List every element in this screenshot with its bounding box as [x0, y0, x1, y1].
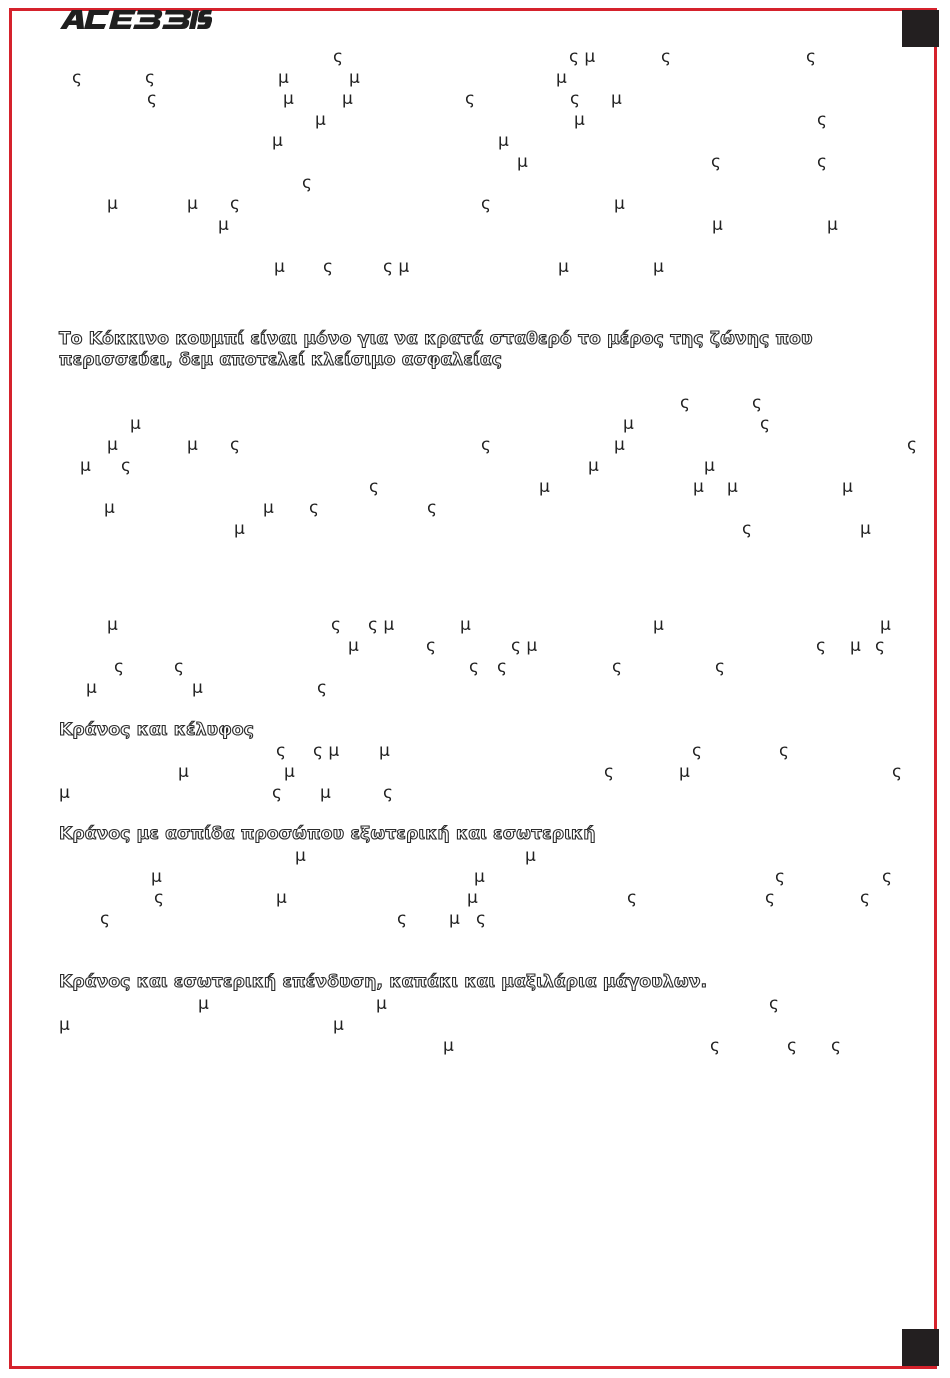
glyph-mu: μ: [842, 477, 853, 497]
glyph-final-sigma: ς: [831, 1036, 841, 1056]
glyph-final-sigma: ς: [145, 68, 155, 88]
glyph-final-sigma: ς: [742, 519, 752, 539]
glyph-final-sigma: ς: [765, 888, 775, 908]
glyph-mu: μ: [614, 435, 625, 455]
glyph-final-sigma: ς: [174, 657, 184, 677]
glyph-mu: μ: [653, 257, 664, 277]
glyph-final-sigma: ς: [147, 89, 157, 109]
glyph-final-sigma: ς: [806, 47, 816, 67]
glyph-mu: μ: [827, 215, 838, 235]
corner-block-top: [902, 10, 939, 47]
glyph-mu: μ: [283, 89, 294, 109]
glyph-mu: μ: [192, 678, 203, 698]
glyph-mu: μ: [284, 762, 295, 782]
glyph-mu: μ: [198, 994, 209, 1014]
heading-red-button-note: Το Κόκκινο κουμπί είναι μόνο για να κρατά σταθερό το μέρος της ζώνης που περισσεύει, δεμ αποτελεί κλείσιμο ασφαλείας: [59, 329, 813, 370]
glyph-final-sigma: ς: [426, 636, 436, 656]
glyph-sigma-mu: ς μ: [383, 257, 410, 277]
glyph-final-sigma: ς: [882, 867, 892, 887]
glyph-final-sigma: ς: [787, 1036, 797, 1056]
glyph-mu: μ: [86, 678, 97, 698]
glyph-final-sigma: ς: [302, 173, 312, 193]
glyph-final-sigma: ς: [481, 435, 491, 455]
glyph-sigma-mu: ς μ: [511, 636, 538, 656]
glyph-final-sigma: ς: [121, 456, 131, 476]
glyph-mu: μ: [59, 1015, 70, 1035]
glyph-final-sigma: ς: [100, 909, 110, 929]
glyph-mu: μ: [130, 414, 141, 434]
glyph-mu: μ: [653, 615, 664, 635]
glyph-final-sigma: ς: [612, 657, 622, 677]
glyph-mu: μ: [449, 909, 460, 929]
glyph-mu: μ: [107, 615, 118, 635]
glyph-mu: μ: [320, 783, 331, 803]
glyph-mu: μ: [693, 477, 704, 497]
glyph-final-sigma: ς: [276, 741, 286, 761]
glyph-final-sigma: ς: [892, 762, 902, 782]
glyph-mu: μ: [333, 1015, 344, 1035]
glyph-final-sigma: ς: [875, 636, 885, 656]
glyph-final-sigma: ς: [309, 498, 319, 518]
glyph-mu: μ: [80, 456, 91, 476]
glyph-final-sigma: ς: [272, 783, 282, 803]
glyph-final-sigma: ς: [323, 257, 333, 277]
glyph-mu: μ: [272, 131, 283, 151]
glyph-final-sigma: ς: [114, 657, 124, 677]
glyph-mu: μ: [342, 89, 353, 109]
heading-helmet-visor: Κράνος με ασπίδα προσώπου εξωτερική και εσωτερική: [59, 824, 596, 844]
glyph-final-sigma: ς: [397, 909, 407, 929]
glyph-mu: μ: [218, 215, 229, 235]
glyph-mu: μ: [558, 257, 569, 277]
glyph-mu: μ: [460, 615, 471, 635]
glyph-mu: μ: [107, 435, 118, 455]
glyph-mu: μ: [517, 152, 528, 172]
glyph-mu: μ: [525, 846, 536, 866]
glyph-final-sigma: ς: [627, 888, 637, 908]
glyph-final-sigma: ς: [775, 867, 785, 887]
glyph-final-sigma: ς: [230, 194, 240, 214]
glyph-mu: μ: [623, 414, 634, 434]
glyph-final-sigma: ς: [497, 657, 507, 677]
glyph-final-sigma: ς: [481, 194, 491, 214]
glyph-mu: μ: [187, 194, 198, 214]
glyph-mu: μ: [574, 110, 585, 130]
glyph-mu: μ: [498, 131, 509, 151]
glyph-mu: μ: [107, 194, 118, 214]
glyph-mu: μ: [850, 636, 861, 656]
glyph-mu: μ: [187, 435, 198, 455]
glyph-final-sigma: ς: [154, 888, 164, 908]
glyph-mu: μ: [178, 762, 189, 782]
glyph-final-sigma: ς: [383, 783, 393, 803]
glyph-mu: μ: [704, 456, 715, 476]
glyph-mu: μ: [588, 456, 599, 476]
glyph-final-sigma: ς: [760, 414, 770, 434]
glyph-mu: μ: [727, 477, 738, 497]
glyph-mu: μ: [59, 783, 70, 803]
page-border: [9, 8, 937, 1369]
glyph-mu: μ: [679, 762, 690, 782]
glyph-mu: μ: [151, 867, 162, 887]
glyph-mu: μ: [295, 846, 306, 866]
glyph-mu: μ: [860, 519, 871, 539]
glyph-mu: μ: [880, 615, 891, 635]
glyph-final-sigma: ς: [711, 152, 721, 172]
glyph-final-sigma: ς: [715, 657, 725, 677]
glyph-final-sigma: ς: [570, 89, 580, 109]
glyph-final-sigma: ς: [816, 636, 826, 656]
glyph-final-sigma: ς: [860, 888, 870, 908]
glyph-final-sigma: ς: [710, 1036, 720, 1056]
glyph-mu: μ: [556, 68, 567, 88]
glyph-final-sigma: ς: [604, 762, 614, 782]
glyph-final-sigma: ς: [779, 741, 789, 761]
glyph-final-sigma: ς: [752, 393, 762, 413]
glyph-final-sigma: ς: [469, 657, 479, 677]
glyph-mu: μ: [712, 215, 723, 235]
glyph-mu: μ: [348, 636, 359, 656]
glyph-final-sigma: ς: [333, 47, 343, 67]
glyph-mu: μ: [263, 498, 274, 518]
glyph-mu: μ: [443, 1036, 454, 1056]
glyph-final-sigma: ς: [476, 909, 486, 929]
glyph-mu: μ: [104, 498, 115, 518]
glyph-mu: μ: [474, 867, 485, 887]
glyph-mu: μ: [614, 194, 625, 214]
glyph-final-sigma: ς: [230, 435, 240, 455]
glyph-mu: μ: [611, 89, 622, 109]
glyph-mu: μ: [467, 888, 478, 908]
glyph-mu: μ: [349, 68, 360, 88]
glyph-mu: μ: [379, 741, 390, 761]
glyph-final-sigma: ς: [817, 110, 827, 130]
acerbis-logo: [58, 8, 212, 30]
corner-block-bottom: [902, 1329, 939, 1366]
heading-helmet-shell: Κράνος και κέλυφος: [59, 720, 255, 740]
glyph-final-sigma: ς: [907, 435, 917, 455]
glyph-final-sigma: ς: [317, 678, 327, 698]
glyph-final-sigma: ς: [72, 68, 82, 88]
glyph-final-sigma: ς: [465, 89, 475, 109]
glyph-final-sigma: ς: [817, 152, 827, 172]
glyph-mu: μ: [539, 477, 550, 497]
glyph-final-sigma: ς: [369, 477, 379, 497]
glyph-sigma-mu: ς μ: [368, 615, 395, 635]
glyph-final-sigma: ς: [680, 393, 690, 413]
glyph-sigma-mu: ς μ: [313, 741, 340, 761]
glyph-mu: μ: [274, 257, 285, 277]
heading-helmet-liner: Κράνος και εσωτερική επένδυση, καπάκι και μαξιλάρια μάγουλων.: [59, 972, 708, 992]
glyph-final-sigma: ς: [692, 741, 702, 761]
glyph-final-sigma: ς: [427, 498, 437, 518]
glyph-final-sigma: ς: [331, 615, 341, 635]
glyph-mu: μ: [234, 519, 245, 539]
glyph-mu: μ: [376, 994, 387, 1014]
glyph-final-sigma: ς: [661, 47, 671, 67]
glyph-mu: μ: [278, 68, 289, 88]
glyph-sigma-mu: ς μ: [569, 47, 596, 67]
glyph-final-sigma: ς: [769, 994, 779, 1014]
glyph-mu: μ: [276, 888, 287, 908]
glyph-mu: μ: [315, 110, 326, 130]
